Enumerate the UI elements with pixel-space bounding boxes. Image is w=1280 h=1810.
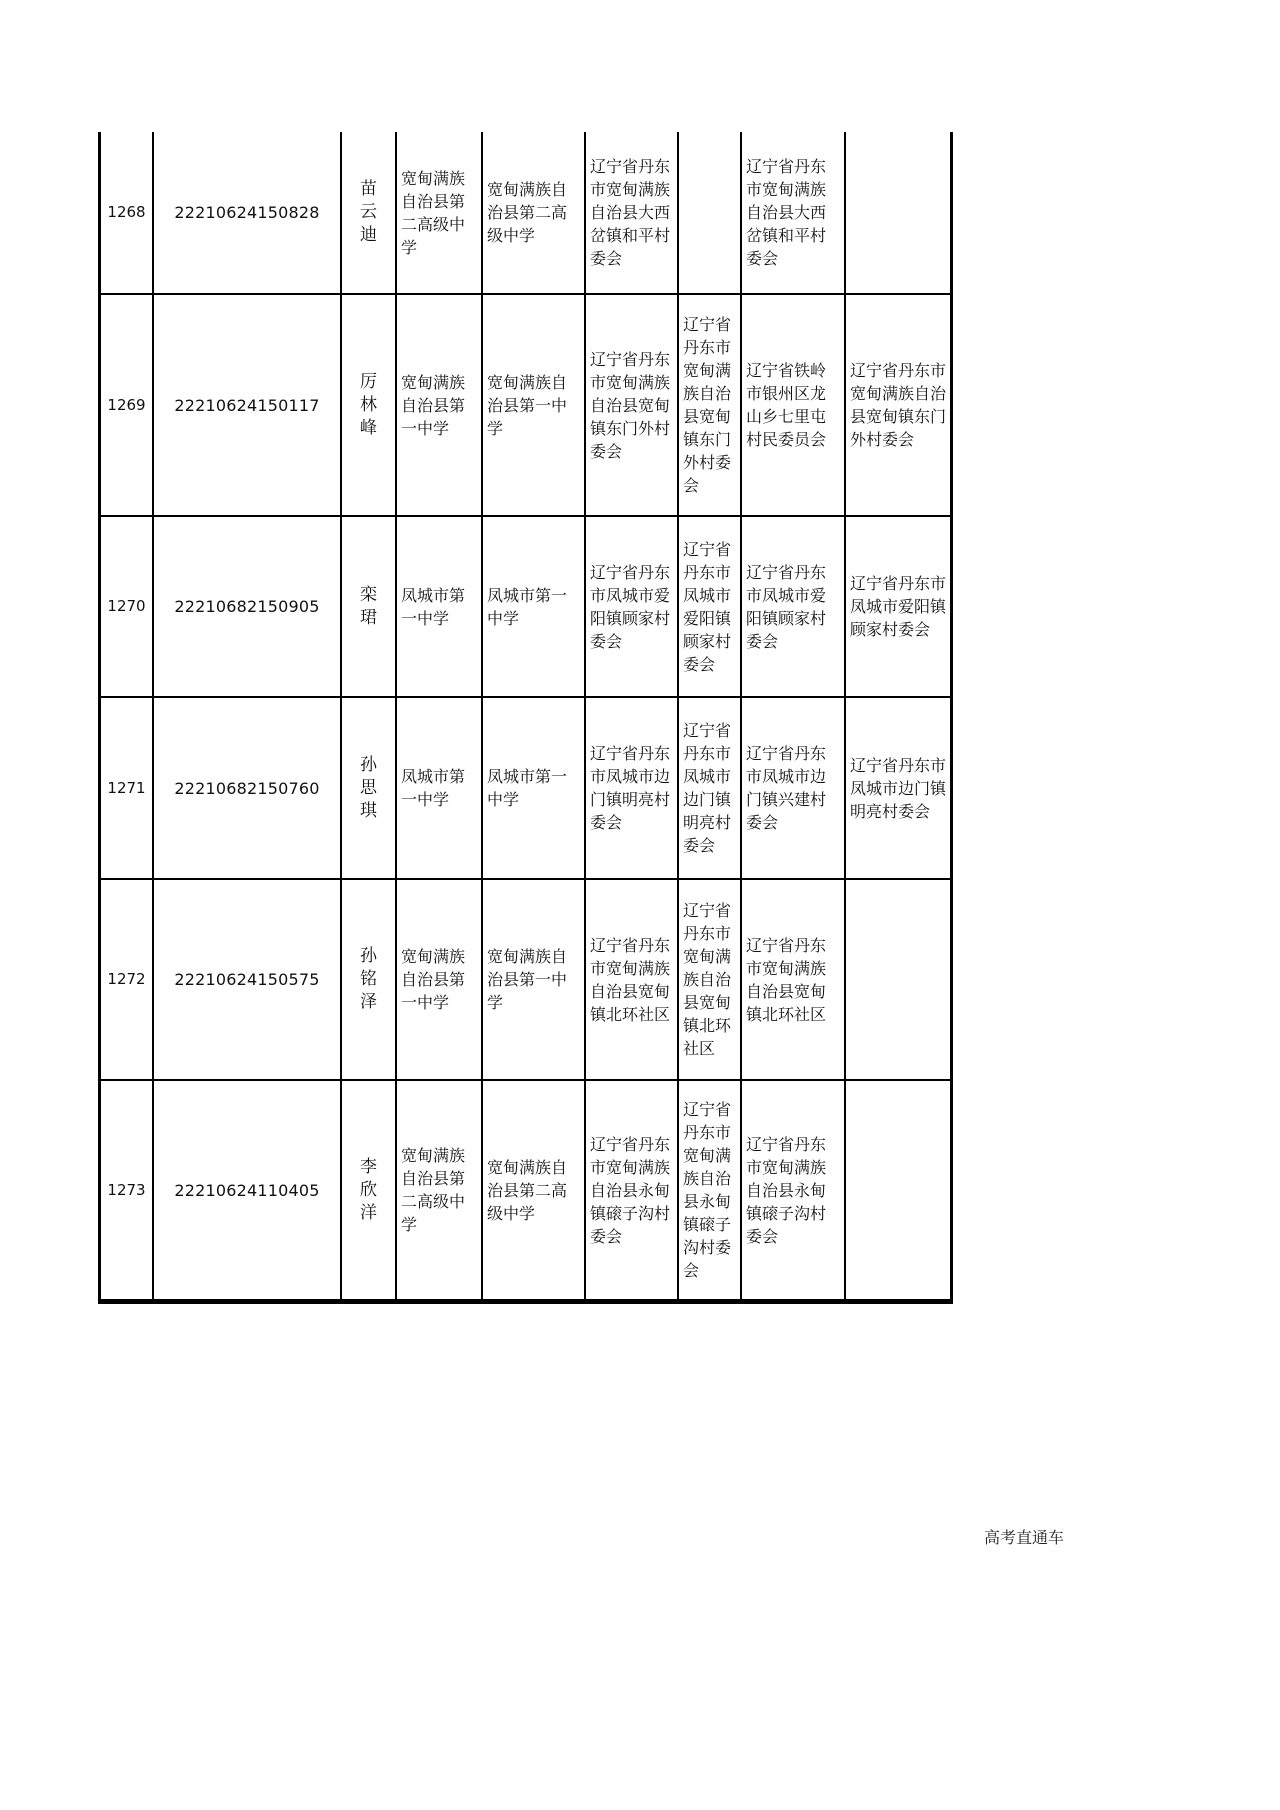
address-cell-4 — [845, 1080, 950, 1300]
row-index: 1270 — [101, 516, 153, 697]
address-cell-4: 辽宁省丹东市凤城市边门镇明亮村委会 — [845, 697, 950, 879]
exam-number: 22210624110405 — [153, 1080, 341, 1300]
exam-number: 22210624150117 — [153, 294, 341, 516]
address-cell-2: 辽宁省丹东市宽甸满族自治县永甸镇磙子沟村委会 — [678, 1080, 741, 1300]
school-cell: 宽甸满族自治县第一中学 — [396, 879, 482, 1080]
school-cell: 凤城市第一中学 — [396, 697, 482, 879]
address-cell-2: 辽宁省丹东市凤城市爱阳镇顾家村委会 — [678, 516, 741, 697]
address-cell-4: 辽宁省丹东市宽甸满族自治县宽甸镇东门外村委会 — [845, 294, 950, 516]
school-cell-2: 宽甸满族自治县第一中学 — [482, 294, 585, 516]
address-cell-4 — [845, 132, 950, 294]
exam-number: 22210624150575 — [153, 879, 341, 1080]
student-name: 孙铭泽 — [341, 879, 396, 1080]
address-cell-4 — [845, 879, 950, 1080]
table-row — [101, 516, 950, 697]
address-cell: 辽宁省丹东市宽甸满族自治县永甸镇磙子沟村委会 — [585, 1080, 678, 1300]
roster-table-frame — [98, 132, 953, 1304]
student-name: 孙思琪 — [341, 697, 396, 879]
address-cell: 辽宁省丹东市凤城市爱阳镇顾家村委会 — [585, 516, 678, 697]
student-name: 苗云迪 — [341, 132, 396, 294]
address-cell-3: 辽宁省丹东市凤城市边门镇兴建村委会 — [741, 697, 845, 879]
exam-number: 22210682150760 — [153, 697, 341, 879]
roster-table — [101, 132, 950, 1301]
address-cell-2: 辽宁省丹东市宽甸满族自治县宽甸镇东门外村委会 — [678, 294, 741, 516]
address-cell: 辽宁省丹东市凤城市边门镇明亮村委会 — [585, 697, 678, 879]
address-cell-3: 辽宁省丹东市宽甸满族自治县宽甸镇北环社区 — [741, 879, 845, 1080]
row-index: 1268 — [101, 132, 153, 294]
exam-number: 22210624150828 — [153, 132, 341, 294]
exam-number: 22210682150905 — [153, 516, 341, 697]
row-index: 1272 — [101, 879, 153, 1080]
row-index: 1271 — [101, 697, 153, 879]
table-row — [101, 1080, 950, 1300]
student-name: 栾珺 — [341, 516, 396, 697]
address-cell-4: 辽宁省丹东市凤城市爱阳镇顾家村委会 — [845, 516, 950, 697]
table-row — [101, 294, 950, 516]
table-row — [101, 697, 950, 879]
row-index: 1269 — [101, 294, 153, 516]
school-cell: 凤城市第一中学 — [396, 516, 482, 697]
address-cell-3: 辽宁省丹东市凤城市爱阳镇顾家村委会 — [741, 516, 845, 697]
address-cell: 辽宁省丹东市宽甸满族自治县宽甸镇东门外村委会 — [585, 294, 678, 516]
address-cell-2 — [678, 132, 741, 294]
watermark-text: 高考直通车 — [984, 1528, 1065, 1547]
address-cell-3: 辽宁省铁岭市银州区龙山乡七里屯村民委员会 — [741, 294, 845, 516]
address-cell: 辽宁省丹东市宽甸满族自治县大西岔镇和平村委会 — [585, 132, 678, 294]
school-cell: 宽甸满族自治县第一中学 — [396, 294, 482, 516]
table-row — [101, 879, 950, 1080]
address-cell-2: 辽宁省丹东市宽甸满族自治县宽甸镇北环社区 — [678, 879, 741, 1080]
school-cell: 宽甸满族自治县第二高级中学 — [396, 1080, 482, 1300]
address-cell-3: 辽宁省丹东市宽甸满族自治县永甸镇磙子沟村委会 — [741, 1080, 845, 1300]
table-row — [101, 132, 950, 294]
school-cell-2: 凤城市第一中学 — [482, 697, 585, 879]
school-cell: 宽甸满族自治县第二高级中学 — [396, 132, 482, 294]
address-cell: 辽宁省丹东市宽甸满族自治县宽甸镇北环社区 — [585, 879, 678, 1080]
school-cell-2: 宽甸满族自治县第一中学 — [482, 879, 585, 1080]
address-cell-3: 辽宁省丹东市宽甸满族自治县大西岔镇和平村委会 — [741, 132, 845, 294]
school-cell-2: 宽甸满族自治县第二高级中学 — [482, 1080, 585, 1300]
school-cell-2: 凤城市第一中学 — [482, 516, 585, 697]
school-cell-2: 宽甸满族自治县第二高级中学 — [482, 132, 585, 294]
student-name: 厉林峰 — [341, 294, 396, 516]
student-name: 李欣洋 — [341, 1080, 396, 1300]
address-cell-2: 辽宁省丹东市凤城市边门镇明亮村委会 — [678, 697, 741, 879]
row-index: 1273 — [101, 1080, 153, 1300]
